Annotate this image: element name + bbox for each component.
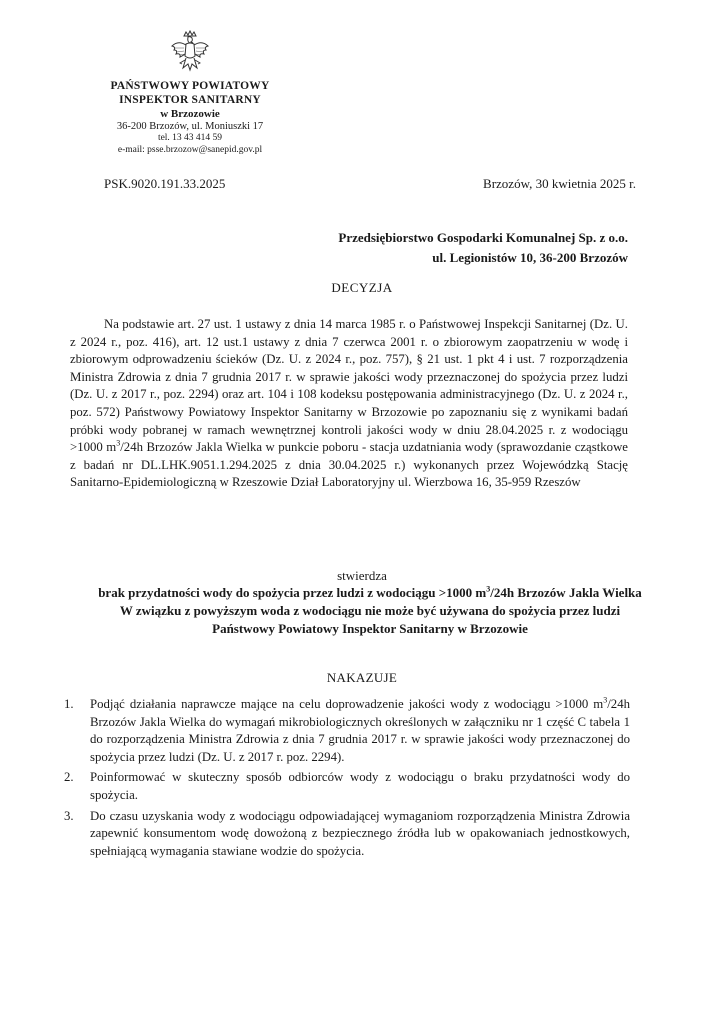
document-title: DECYZJA xyxy=(331,280,393,295)
order-text-a: Podjąć działania naprawcze mające na celu doprowadzenie jakości wody z wodociągu >1000 m xyxy=(90,697,604,711)
reference-number: PSK.9020.191.33.2025 xyxy=(104,176,226,191)
order-text-b: /24h Brzozów Jakla Wielka do wymagań mikrobiologicznych określonych w załączniku nr 1 część C tabela 1 do rozporządzenia Ministra Zdrowia z dnia 7 grudnia 2017 r. w sprawie jakości wody przeznaczonej do spożycia przez ludzi (Dz. U. z 2017 r. poz. 2294). xyxy=(90,697,630,764)
document-date: Brzozów, 30 kwietnia 2025 r. xyxy=(483,176,636,191)
order-text: Do czasu uzyskania wody z wodociągu odpowiadającej wymaganiom rozporządzenia Ministra Zdrowia zapewnić konsumentom wodę dowożoną z bezpiecznego źródła lub w opakowaniach jednostkowych, spełniającą wymagania stawiane wodzie do spożycia. xyxy=(90,808,630,858)
issuer-header xyxy=(78,80,302,156)
order-text xyxy=(90,696,630,766)
finding-line3: Państwowy Powiatowy Inspektor Sanitarny w Brzozowie xyxy=(212,621,528,636)
recipient-address: ul. Legionistów 10, 36-200 Brzozów xyxy=(432,249,628,265)
finding-line1 xyxy=(70,584,670,602)
polish-eagle-emblem-icon xyxy=(166,30,214,78)
orders-title: NAKAZUJE xyxy=(326,670,398,685)
recipient-name: Przedsiębiorstwo Gospodarki Komunalnej Sp. z o.o. xyxy=(338,230,628,245)
issuer-address: 36-200 Brzozów, ul. Moniuszki 17 xyxy=(116,120,264,132)
finding-block xyxy=(70,584,670,638)
finding-line1-b: /24h Brzozów Jakla Wielka xyxy=(490,585,642,600)
list-item xyxy=(64,769,630,804)
body-text-part1: Na podstawie art. 27 ust. 1 ustawy z dnia 14 marca 1985 r. o Państwowej Inspekcji Sanitarnej (Dz. U. z 2024 r., poz. 416), art. 12 ust.1 ustawy z dnia 7 czerwca 2001 r. o zbiorowym zaopatrzeniu w wodę i zbiorowym odprowadzeniu ścieków (Dz. U. z 2024 r., poz. 757), § 21 ust. 1 pkt 4 i ust. 7 rozporządzenia Ministra Zdrowia z dnia 7 grudnia 2017 r. w sprawie jakości wody przeznaczonej do spożycia przez ludzi (Dz. U. z 2017 r., poz. 2294) oraz art. 104 i 108 kodeksu postępowania administracyjnego (Dz. U. z 2024 r., poz. 572) Państwowy Powiatowy Inspektor Sanitarny w Brzozowie po zapoznaniu się z wynikami badań próbki wody pobranej w ramach wewnętrznej kontroli jakości wody w dniu 28.04.2025 r. z wodociągu >1000 m xyxy=(70,317,628,455)
orders-list xyxy=(64,696,630,863)
finding-line2: W związku z powyższym woda z wodociągu nie może być używana do spożycia przez ludzi xyxy=(119,603,621,618)
issuer-name-line1: PAŃSTWOWY POWIATOWY xyxy=(110,80,270,92)
body-superscript: 3 xyxy=(116,438,121,448)
list-item xyxy=(64,808,630,861)
issuer-phone: tel. 13 43 414 59 xyxy=(157,133,223,144)
issuer-email: e-mail: psse.brzozow@sanepid.gov.pl xyxy=(117,144,263,155)
list-item xyxy=(64,696,630,766)
order-superscript: 3 xyxy=(603,695,608,705)
finding-line1-a: brak przydatności wody do spożycia przez ludzi z wodociągu >1000 m xyxy=(98,585,487,600)
legal-basis-paragraph xyxy=(70,316,628,492)
issuer-name-line2: INSPEKTOR SANITARNY xyxy=(119,93,261,106)
body-text-part2: /24h Brzozów Jakla Wielka w punkcie poboru - stacja uzdatniania wody (sprawozdanie cząstkowe z badań nr DL.LHK.9051.1.294.2025 z dnia 30.04.2025 r.) wykonanych przez Wojewódzką Stację Sanitarno-Epidemiologiczną w Rzeszowie Dział Laboratoryjny ul. Wierzbowa 16, 35-959 Rzeszów xyxy=(70,440,628,490)
finding-superscript: 3 xyxy=(486,584,491,594)
issuer-location: w Brzozowie xyxy=(160,107,220,120)
order-number: 1. xyxy=(64,697,74,711)
decision-word: stwierdza xyxy=(337,568,387,583)
order-number: 2. xyxy=(64,770,74,785)
order-text: Poinformować w skuteczny sposób odbiorców wody z wodociągu o braku przydatności wody do spożycia. xyxy=(90,770,630,802)
recipient-block xyxy=(338,228,628,267)
order-number: 3. xyxy=(64,808,74,823)
